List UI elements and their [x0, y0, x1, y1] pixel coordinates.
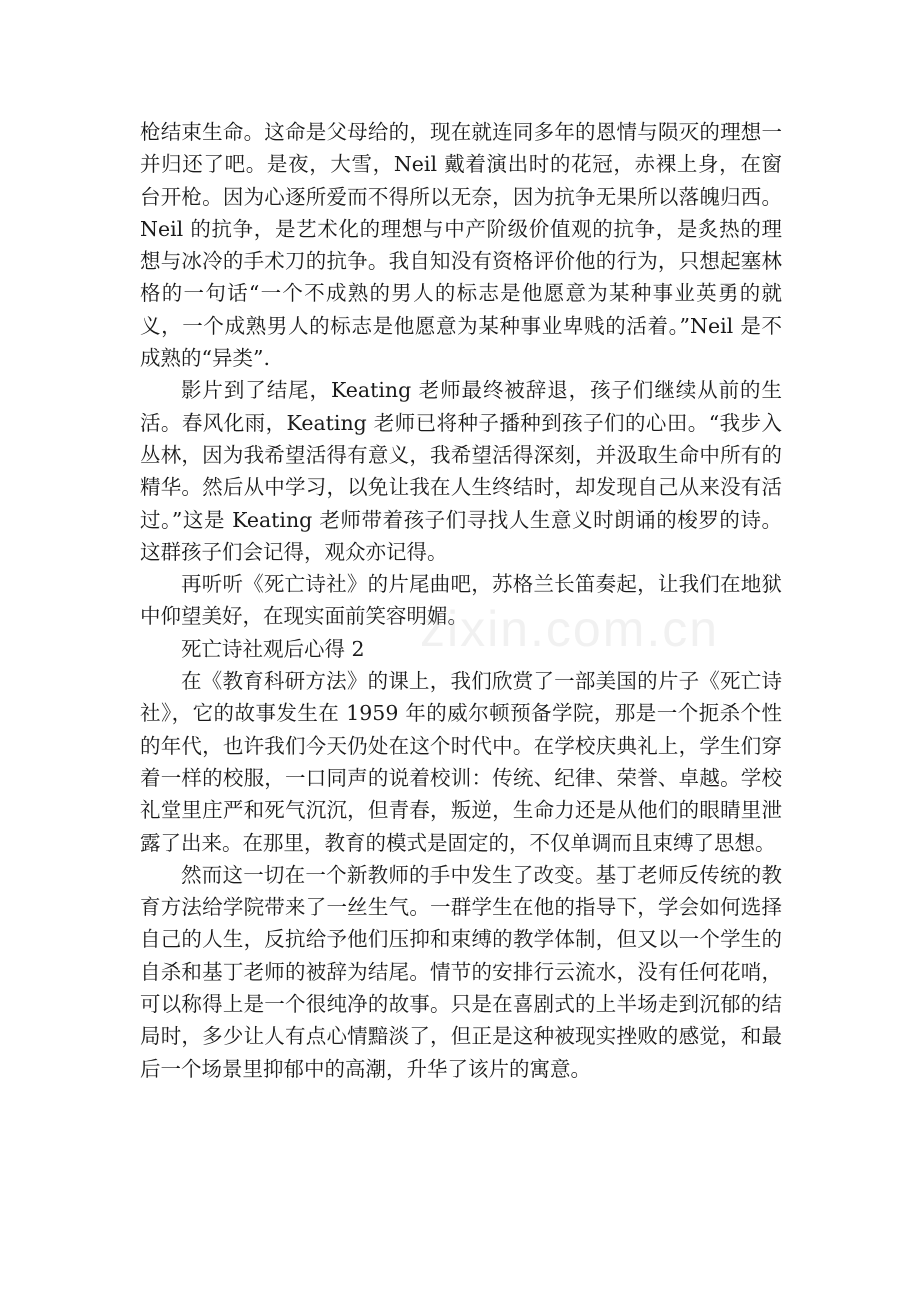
paragraph-3: 再听听《死亡诗社》的片尾曲吧，苏格兰长笛奏起，让我们在地狱中仰望美好，在现实面前笑容明媚。 — [140, 572, 782, 629]
document-body — [140, 116, 782, 1085]
watermark-text: zixin.com.cn — [420, 601, 720, 657]
paragraph-5: 然而这一切在一个新教师的手中发生了改变。基丁老师反传统的教育方法给学院带来了一丝生气。一群学生在他的指导下，学会如何选择自己的人生，反抗给予他们压抑和束缚的教学体制，但又以一个学生的自杀和基丁老师的被辞为结尾。情节的安排行云流水，没有任何花哨，可以称得上是一个很纯净的故事。只是在喜剧式的上半场走到沉郁的结局时，多少让人有点心情黯淡了，但正是这种被现实挫败的感觉，和最后一个场景里抑郁中的高潮，升华了该片的寓意。 — [140, 862, 782, 1081]
paragraph-2: 影片到了结尾，Keating 老师最终被辞退，孩子们继续从前的生活。春风化雨，Keating 老师已将种子播种到孩子们的心田。“我步入丛林，因为我希望活得有意义，我希望活得深刻，并汲取生命中所有的精华。然后从中学习，以免让我在人生终结时，却发现自己从来没有活过。”这是 Keating 老师带着孩子们寻找人生意义时朗诵的梭罗的诗。这群孩子们会记得，观众亦记得。 — [140, 378, 782, 564]
paragraph-1: 枪结束生命。这命是父母给的，现在就连同多年的恩情与陨灭的理想一并归还了吧。是夜，大雪，Neil 戴着演出时的花冠，赤裸上身，在窗台开枪。因为心逐所爱而不得所以无奈，因为抗争无果所以落魄归西。Neil 的抗争，是艺术化的理想与中产阶级价值观的抗争，是炙热的理想与冰冷的手术刀的抗争。我自知没有资格评价他的行为，只想起塞林格的一句话“一个不成熟的男人的标志是他愿意为某种事业英勇的就义，一个成熟男人的标志是他愿意为某种事业卑贱的活着。”Neil 是不成熟的“异类”. — [140, 120, 782, 371]
paragraph-4: 在《教育科研方法》的课上，我们欣赏了一部美国的片子《死亡诗社》，它的故事发生在 1959 年的威尔顿预备学院，那是一个扼杀个性的年代，也许我们今天仍处在这个时代中。在学校庆典礼上，学生们穿着一样的校服，一口同声的说着校训：传统、纪律、荣誉、卓越。学校礼堂里庄严和死气沉沉，但青春，叛逆，生命力还是从他们的眼睛里泄露了出来。在那里，教育的模式是固定的，不仅单调而且束缚了思想。 — [140, 669, 782, 855]
section-heading: 死亡诗社观后心得 2 — [181, 636, 365, 661]
